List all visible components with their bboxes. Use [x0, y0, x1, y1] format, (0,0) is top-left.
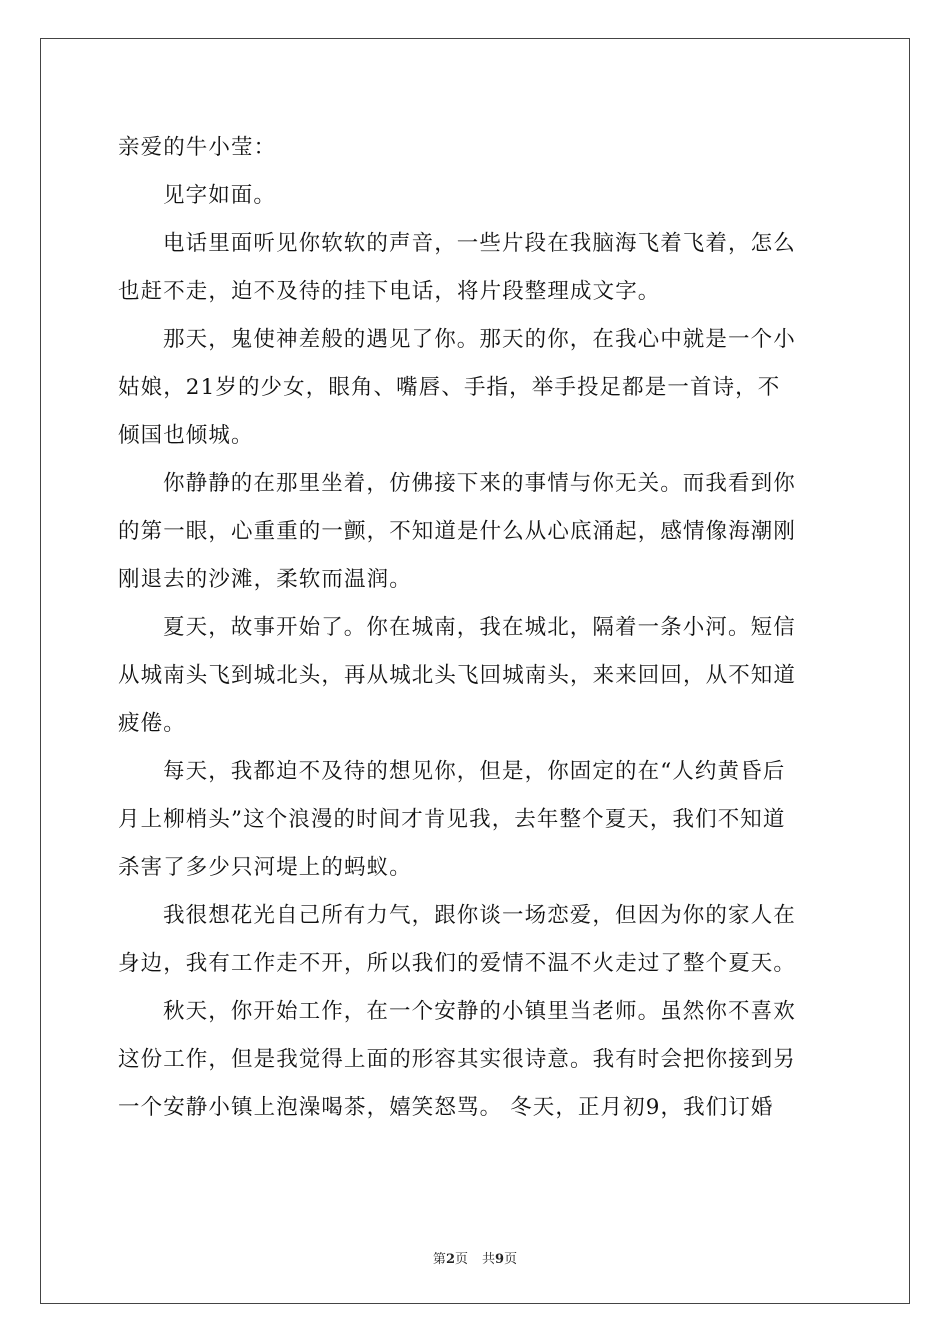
paragraph-line: 刚退去的沙滩，柔软而温润。	[118, 567, 412, 592]
total-prefix: 共	[482, 1252, 496, 1267]
page-prefix: 第	[432, 1252, 446, 1267]
paragraph-line: 见字如面。	[163, 183, 277, 208]
paragraph-line: 秋天，你开始工作，在一个安静的小镇里当老师。虽然你不喜欢	[163, 999, 796, 1024]
paragraph-line: 杀害了多少只河堤上的蚂蚁。	[118, 855, 412, 880]
salutation: 亲爱的牛小莹：	[118, 135, 277, 160]
paragraph-line: 这份工作，但是我觉得上面的形容其实很诗意。我有时会把你接到另	[118, 1047, 797, 1072]
paragraph-line: 月上柳梢头”这个浪漫的时间才肯见我，去年整个夏天，我们不知道	[118, 807, 786, 832]
paragraph-line: 从城南头飞到城北头，再从城北头飞回城南头，来来回回，从不知道	[118, 663, 797, 688]
paragraph-line: 夏天，故事开始了。你在城南，我在城北，隔着一条小河。短信	[163, 615, 796, 640]
paragraph-line: 倾国也倾城。	[118, 423, 254, 448]
paragraph-line: 每天，我都迫不及待的想见你，但是，你固定的在“人约黄昏后	[163, 759, 786, 784]
paragraph-line: 你静静的在那里坐着，仿佛接下来的事情与你无关。而我看到你	[163, 471, 796, 496]
paragraph-line: 身边，我有工作走不开，所以我们的爱情不温不火走过了整个夏天。	[118, 951, 797, 976]
letter-body	[118, 130, 833, 1138]
paragraph-line: 的第一眼，心重重的一颤，不知道是什么从心底涌起，感情像海潮刚	[118, 519, 797, 544]
paragraph-line: 我很想花光自己所有力气，跟你谈一场恋爱，但因为你的家人在	[163, 903, 796, 928]
paragraph-line: 也赶不走，迫不及待的挂下电话，将片段整理成文字。	[118, 279, 661, 304]
current-page-number: 2	[445, 1252, 455, 1267]
total-suffix: 页	[504, 1252, 518, 1267]
page-suffix: 页	[454, 1252, 468, 1267]
paragraph-line: 电话里面听见你软软的声音，一些片段在我脑海飞着飞着，怎么	[163, 231, 796, 256]
page-footer	[0, 1248, 950, 1267]
paragraph-line: 姑娘，21岁的少女，眼角、嘴唇、手指，举手投足都是一首诗，不	[118, 375, 781, 400]
paragraph-line: 一个安静小镇上泡澡喝茶，嬉笑怒骂。 冬天，正月初9，我们订婚	[118, 1095, 774, 1120]
paragraph-line: 那天，鬼使神差般的遇见了你。那天的你，在我心中就是一个小	[163, 327, 796, 352]
total-page-number: 9	[495, 1252, 505, 1267]
paragraph-line: 疲倦。	[118, 711, 186, 736]
